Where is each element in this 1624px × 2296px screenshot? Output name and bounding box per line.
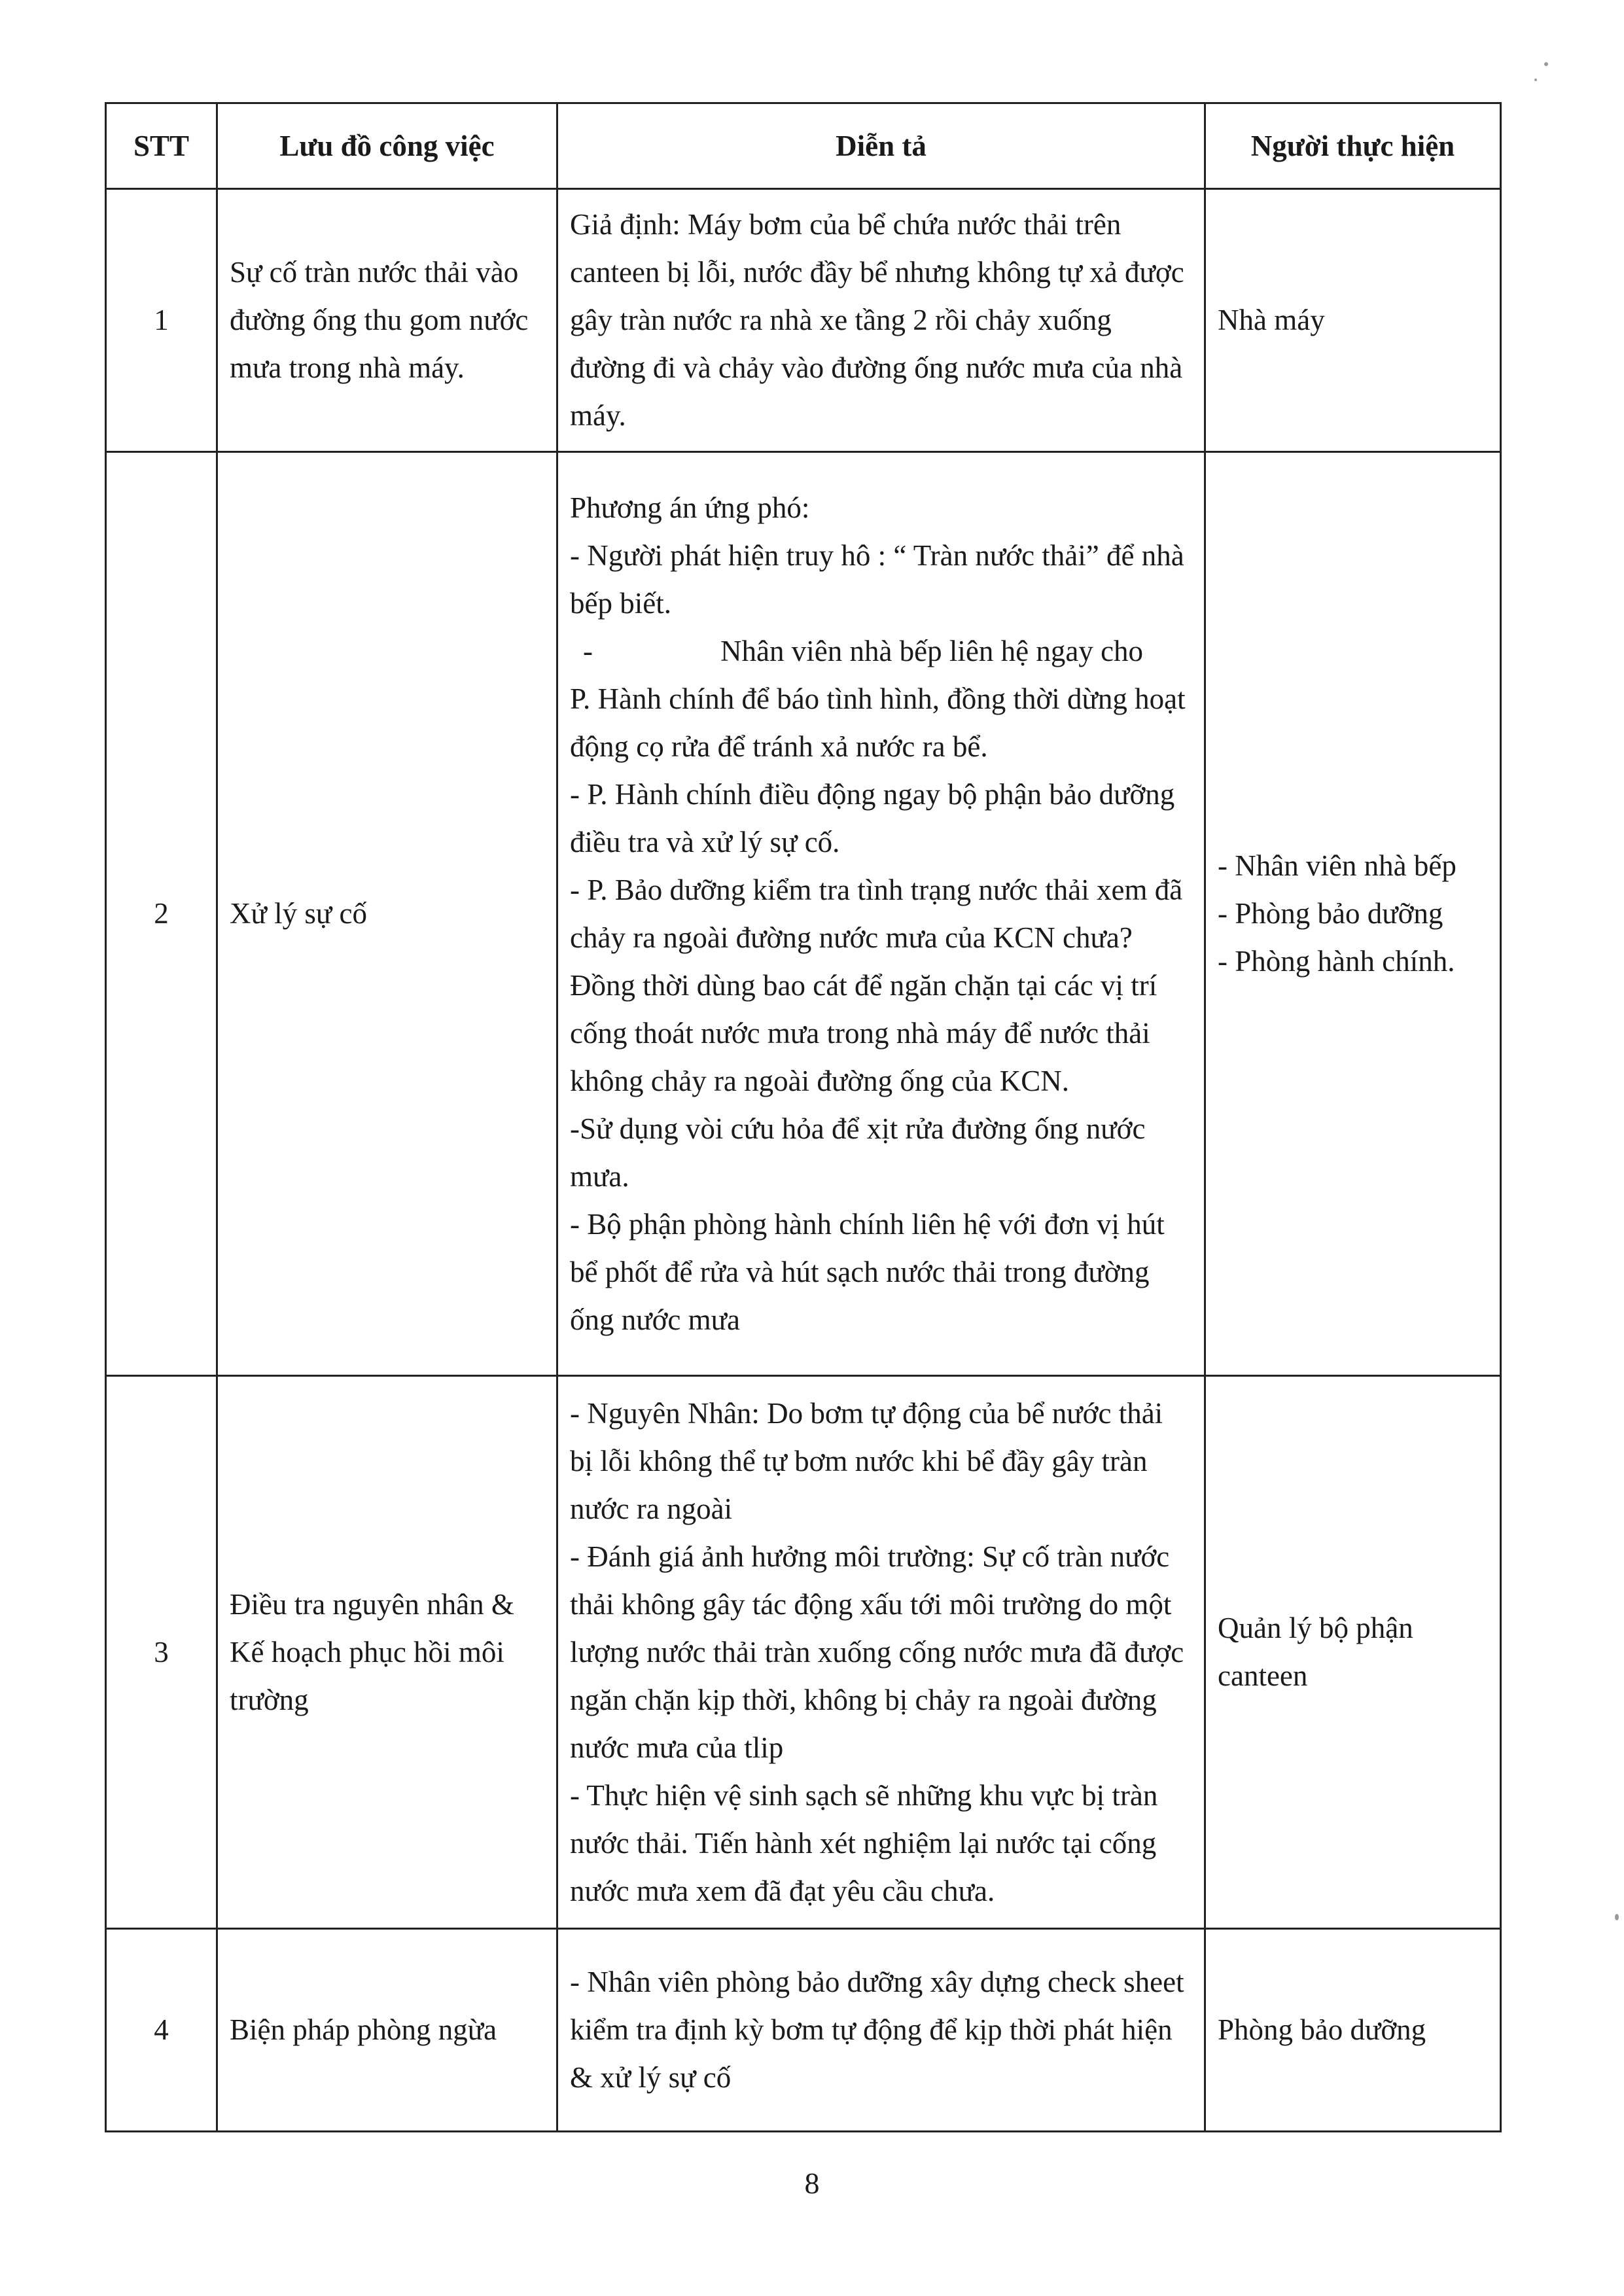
row-stt: 1: [106, 189, 217, 452]
desc-item: P. Hành chính để báo tình hình, đồng thời dừng hoạt động cọ rửa để tránh xả nước ra bể.: [570, 682, 1186, 763]
desc-item: - P. Bảo dưỡng kiểm tra tình trạng nước thải xem đã chảy ra ngoài đường nước mưa của KCN chưa? Đồng thời dùng bao cát để ngăn chặn tại các vị trí cống thoát nước mưa trong nhà máy để nước thải không chảy ra ngoài đường ống của KCN.: [570, 873, 1183, 1097]
page-number: 8: [804, 2166, 820, 2200]
row-flow: Biện pháp phòng ngừa: [217, 1929, 557, 2132]
person-item: - Phòng hành chính.: [1218, 945, 1455, 978]
table-row: [106, 1929, 1501, 2132]
header-person: Người thực hiện: [1205, 103, 1501, 189]
row-person: [1205, 452, 1501, 1376]
table-row: [106, 189, 1501, 452]
row-stt: 2: [106, 452, 217, 1376]
table-row: [106, 452, 1501, 1376]
scan-speck: [1544, 62, 1548, 66]
header-stt: STT: [106, 103, 217, 189]
row-flow: Sự cố tràn nước thải vào đường ống thu gom nước mưa trong nhà máy.: [217, 189, 557, 452]
header-desc: Diễn tả: [557, 103, 1205, 189]
row-flow: Xử lý sự cố: [217, 452, 557, 1376]
row-person: Quản lý bộ phận canteen: [1205, 1376, 1501, 1929]
desc-item: - Người phát hiện truy hô : “ Tràn nước thải” để nhà bếp biết.: [570, 539, 1184, 620]
row-desc: Giả định: Máy bơm của bể chứa nước thải trên canteen bị lỗi, nước đầy bể nhưng không tự xả được gây tràn nước ra nhà xe tầng 2 rồi chảy xuống đường đi và chảy vào đường ống nước mưa của nhà máy.: [557, 189, 1205, 452]
row-stt: 3: [106, 1376, 217, 1929]
desc-item-lead: Nhân viên nhà bếp liên hệ ngay cho: [720, 634, 1144, 667]
desc-intro: Phương án ứng phó:: [570, 491, 810, 524]
person-item: - Phòng bảo dưỡng: [1218, 897, 1443, 930]
procedure-table: [105, 102, 1502, 2132]
desc-item: - P. Hành chính điều động ngay bộ phận bảo dưỡng điều tra và xử lý sự cố.: [570, 777, 1175, 858]
header-flow: Lưu đồ công việc: [217, 103, 557, 189]
desc-item: - Nguyên Nhân: Do bơm tự động của bể nước thải bị lỗi không thể tự bơm nước khi bể đầy gây tràn nước ra ngoài: [570, 1396, 1163, 1525]
desc-item: - Bộ phận phòng hành chính liên hệ với đơn vị hút bể phốt để rửa và hút sạch nước thải trong đường ống nước mưa: [570, 1207, 1165, 1336]
row-desc: [557, 452, 1205, 1376]
row-person: Nhà máy: [1205, 189, 1501, 452]
desc-item: - Thực hiện vệ sinh sạch sẽ những khu vực bị tràn nước thải. Tiến hành xét nghiệm lại nước tại cống nước mưa xem đã đạt yêu cầu chưa.: [570, 1778, 1158, 1907]
row-desc: [557, 1376, 1205, 1929]
row-flow: Điều tra nguyên nhân & Kế hoạch phục hồi môi trường: [217, 1376, 557, 1929]
desc-dash: -: [583, 634, 593, 667]
desc-item: [570, 627, 1192, 675]
table-header-row: [106, 103, 1501, 189]
row-person: Phòng bảo dưỡng: [1205, 1929, 1501, 2132]
desc-item: - Đánh giá ảnh hưởng môi trường: Sự cố tràn nước thải không gây tác động xấu tới môi trường do một lượng nước thải tràn xuống cống nước mưa đã được ngăn chặn kịp thời, không bị chảy ra ngoài đường nước mưa của tlip: [570, 1540, 1184, 1764]
row-desc: - Nhân viên phòng bảo dưỡng xây dựng check sheet kiểm tra định kỳ bơm tự động để kịp thời phát hiện & xử lý sự cố: [557, 1929, 1205, 2132]
scan-speck: [1615, 1914, 1619, 1920]
table-row: [106, 1376, 1501, 1929]
scan-speck: [1534, 79, 1537, 81]
desc-item: -Sử dụng vòi cứu hỏa để xịt rửa đường ống nước mưa.: [570, 1112, 1146, 1193]
person-item: - Nhân viên nhà bếp: [1218, 849, 1456, 882]
row-stt: 4: [106, 1929, 217, 2132]
